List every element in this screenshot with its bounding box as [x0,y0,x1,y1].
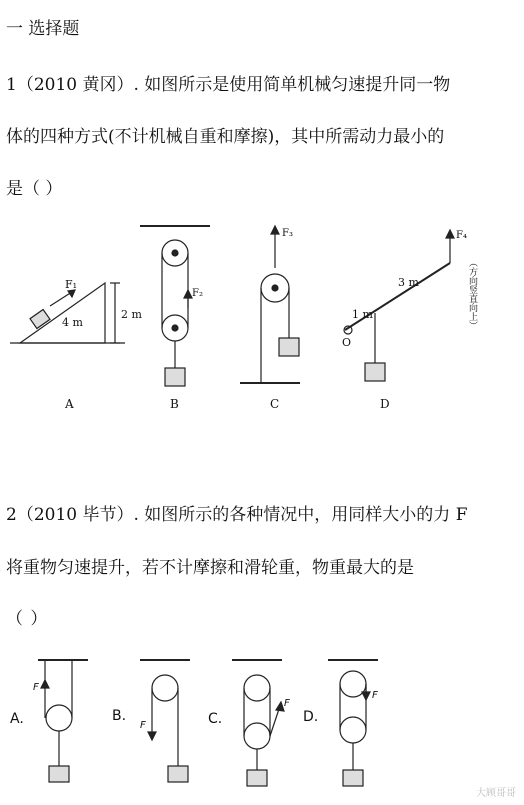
svg-text:B: B [170,397,179,411]
question-2-line-2: 将重物匀速提升，若不计摩擦和滑轮重，物重最大的是 [6,558,414,578]
svg-text:F: F [140,720,146,731]
svg-text:O: O [342,336,352,349]
svg-text:D: D [380,397,390,411]
svg-text:F₄: F₄ [456,230,467,241]
figure-c-pulley [240,226,300,383]
watermark: 大顾哥哥 [476,788,516,799]
svg-text:3 m: 3 m [398,276,419,289]
svg-text:B.: B. [112,708,127,724]
figure-d-lever [344,230,454,381]
question-1-line-3: 是（ ） [6,179,63,199]
svg-text:F₂: F₂ [192,288,203,299]
svg-text:C.: C. [208,711,223,727]
svg-text:（方向竖直向上）: （方向竖直向上） [467,258,477,330]
svg-text:F: F [33,682,39,693]
svg-text:4 m: 4 m [62,316,83,329]
svg-text:2 m: 2 m [121,308,142,321]
svg-text:C: C [270,397,280,411]
option-c-diagram [232,660,284,786]
option-a-diagram [38,660,88,782]
svg-text:F: F [372,690,378,701]
svg-text:A: A [65,397,74,411]
question-2-line-1: 2（2010 毕节）. 如图所示的各种情况中，用同样大小的力 F [6,505,468,525]
svg-text:A.: A. [10,711,24,727]
svg-text:F₃: F₃ [282,228,293,239]
question-1-line-2: 体的四种方式(不计机械自重和摩擦)，其中所需动力最小的 [6,127,445,147]
option-b-diagram [140,660,190,782]
svg-text:F₁: F₁ [65,278,78,291]
svg-text:1 m: 1 m [352,308,373,321]
question-2-line-3: （ ） [6,609,49,629]
section-title: 一 选择题 [6,19,80,39]
question-2-figure [0,648,524,798]
svg-text:F: F [284,698,290,709]
question-1-line-1: 1（2010 黄冈）. 如图所示是使用简单机械匀速提升同一物 [6,75,451,95]
question-1-figure [0,218,524,448]
figure-b-pulleys [140,226,210,386]
option-d-diagram [328,660,378,786]
svg-text:D.: D. [303,709,319,725]
figure-a-incline [10,283,125,343]
